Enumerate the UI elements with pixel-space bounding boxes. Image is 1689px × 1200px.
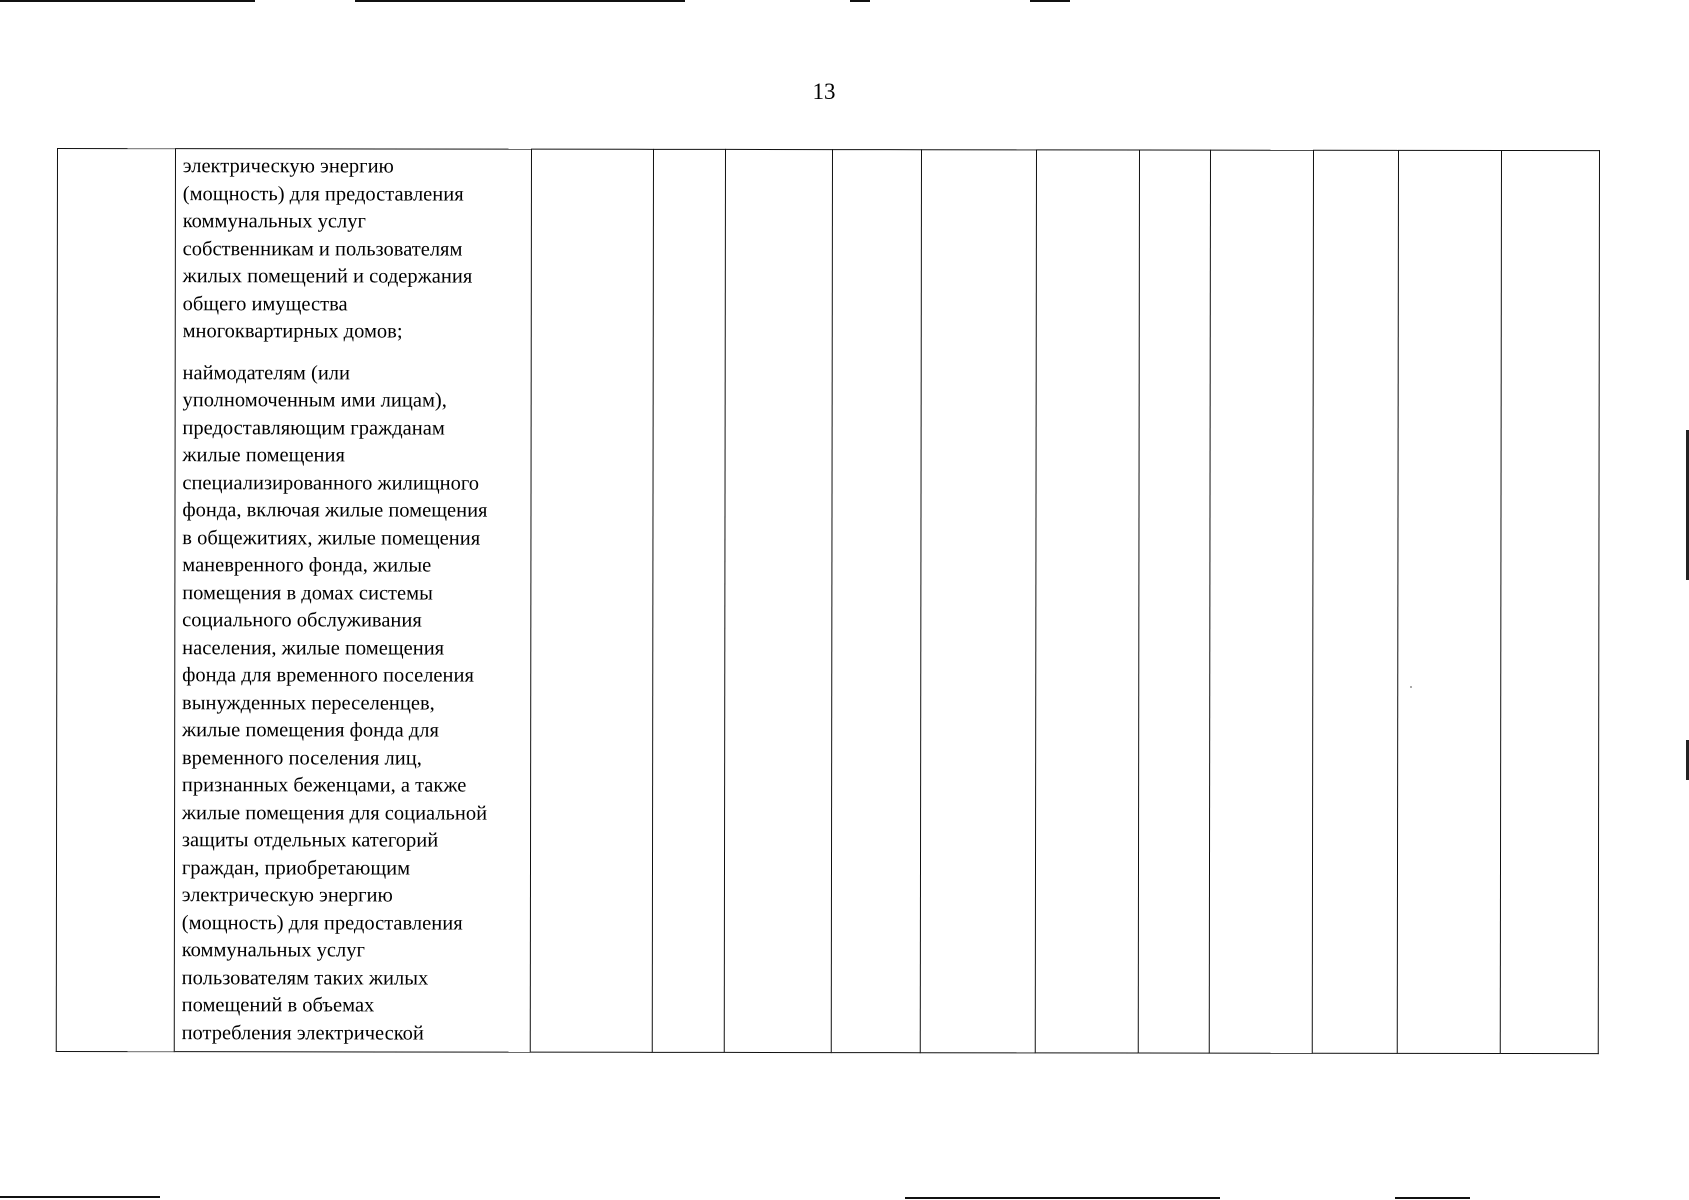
scan-artifact-bottom-left bbox=[0, 1196, 160, 1198]
table-cell-empty bbox=[1398, 150, 1502, 1053]
text-line: населения, жилые помещения bbox=[182, 636, 445, 660]
table-cell-number bbox=[56, 149, 175, 1052]
text-line: многоквартирных домов; bbox=[182, 320, 403, 343]
text-line: потребления электрической bbox=[181, 1021, 424, 1045]
text-line: помещений в объемах bbox=[181, 994, 375, 1017]
page-number: 13 bbox=[812, 79, 836, 104]
text-line: специализированного жилищного bbox=[182, 471, 480, 495]
text-line: социального обслуживания bbox=[182, 609, 422, 632]
table-cell-empty bbox=[1500, 151, 1599, 1054]
scan-artifact-bottom-center bbox=[905, 1197, 1220, 1199]
scan-artifact-top-right bbox=[1030, 0, 1070, 2]
table-row bbox=[56, 149, 1599, 1054]
text-line: граждан, приобретающим bbox=[181, 856, 411, 879]
text-line: (мощность) для предоставления bbox=[181, 911, 463, 935]
scan-artifact-top-center bbox=[355, 0, 685, 2]
table-cell-empty bbox=[1312, 150, 1399, 1053]
table-cell-empty bbox=[920, 150, 1036, 1053]
text-line: вынужденных переселенцев, bbox=[182, 691, 435, 715]
text-line: жилые помещения для социальной bbox=[181, 801, 488, 825]
text-line: электрическую энергию bbox=[181, 884, 393, 907]
text-line: электрическую энергию bbox=[182, 155, 394, 178]
table-cell-empty bbox=[1138, 150, 1211, 1053]
paragraph-landlords bbox=[182, 360, 525, 1048]
text-line: коммунальных услуг bbox=[182, 210, 366, 233]
scan-artifact-top-mark bbox=[850, 0, 870, 2]
text-line: помещения в домах системы bbox=[182, 581, 433, 605]
scan-artifact-top-left bbox=[0, 0, 255, 2]
text-line: (мощность) для предоставления bbox=[182, 182, 464, 206]
data-table bbox=[56, 148, 1600, 1054]
text-line: в общежитиях, жилые помещения bbox=[182, 526, 481, 550]
table-cell-empty bbox=[652, 149, 725, 1052]
table-cell-empty bbox=[724, 149, 833, 1052]
text-line: уполномоченным ими лицам), bbox=[182, 389, 447, 412]
paragraph-consumers-owners bbox=[183, 153, 526, 346]
text-line: собственникам и пользователям bbox=[182, 237, 463, 261]
text-line: жилые помещения bbox=[182, 444, 345, 467]
text-line: временного поселения лиц, bbox=[181, 746, 422, 770]
table-cell-empty bbox=[1035, 150, 1139, 1053]
text-line: фонда для временного поселения bbox=[182, 664, 474, 687]
text-line: фонда, включая жилые помещения bbox=[182, 499, 488, 522]
table-cell-empty bbox=[832, 150, 922, 1053]
text-line: общего имущества bbox=[182, 292, 348, 315]
table-cell-description bbox=[174, 149, 532, 1052]
text-line: маневренного фонда, жилые bbox=[182, 554, 432, 577]
text-line: наймодателям (или bbox=[182, 361, 351, 384]
text-line: предоставляющим гражданам bbox=[182, 416, 445, 440]
scan-artifact-bottom-right bbox=[1395, 1197, 1470, 1199]
text-line: пользователям таких жилых bbox=[181, 966, 429, 990]
table-cell-empty bbox=[1209, 150, 1313, 1053]
text-line: признанных беженцами, а также bbox=[181, 774, 467, 797]
table-cell-empty bbox=[531, 149, 654, 1052]
text-line: жилых помещений и содержания bbox=[182, 265, 473, 288]
text-line: жилые помещения фонда для bbox=[182, 719, 439, 742]
scan-speck bbox=[1410, 686, 1412, 688]
text-line: коммунальных услуг bbox=[181, 939, 365, 962]
text-line: защиты отдельных категорий bbox=[181, 829, 439, 852]
